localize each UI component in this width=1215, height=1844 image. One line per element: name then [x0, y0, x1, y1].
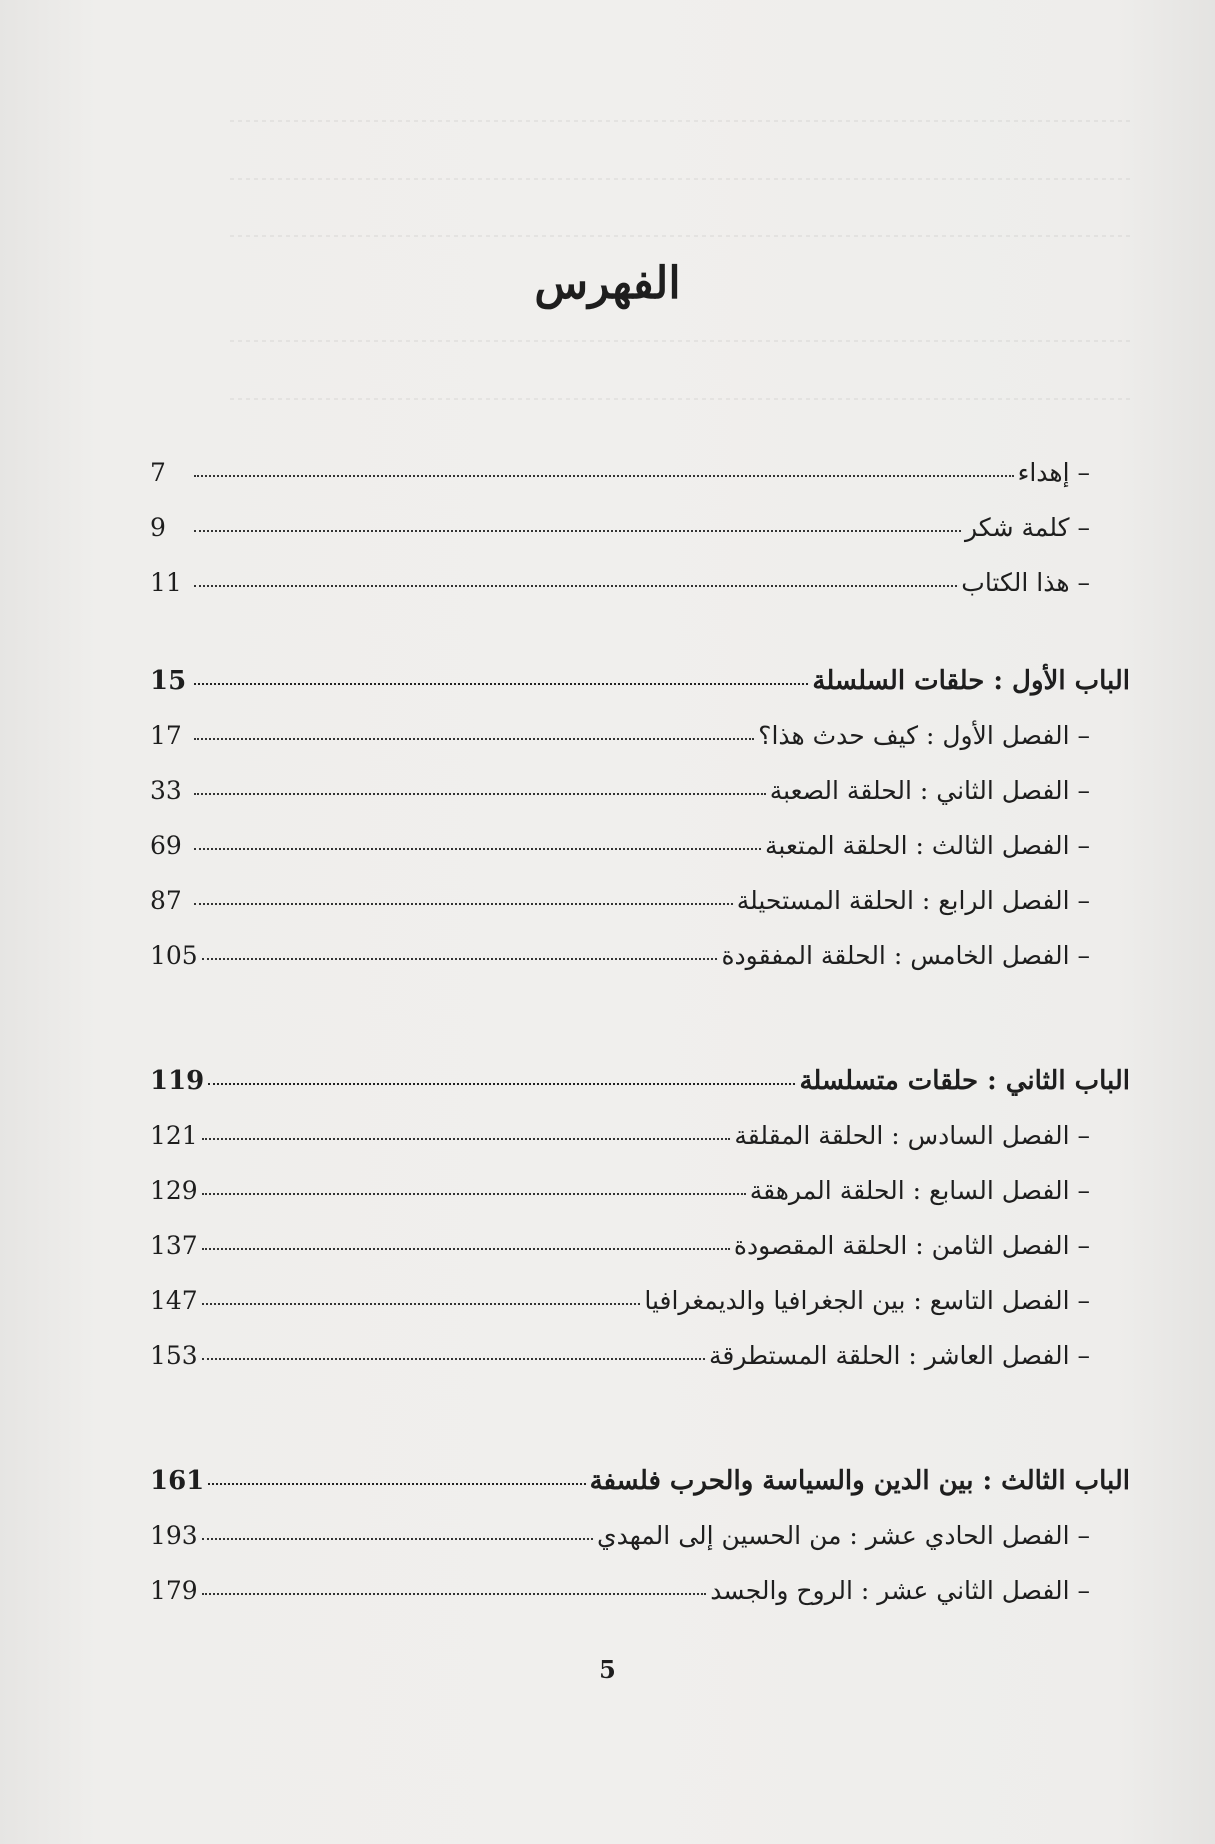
dot-leader	[194, 475, 1014, 477]
dot-leader	[208, 1083, 795, 1085]
dot-leader	[202, 1358, 705, 1360]
dot-leader	[194, 683, 808, 685]
toc-chapter-page: 69	[150, 831, 182, 860]
toc-chapter-label: – الفصل التاسع : بين الجغرافيا والديمغرافيا	[644, 1286, 1090, 1315]
toc-chapter-label: – الفصل الثاني عشر : الروح والجسد	[710, 1576, 1090, 1605]
show-through-line	[230, 340, 1130, 342]
toc-chapter-label: – الفصل السادس : الحلقة المقلقة	[734, 1121, 1090, 1150]
dot-leader	[202, 1303, 641, 1305]
dot-leader	[202, 958, 718, 960]
show-through-line	[230, 235, 1130, 237]
show-through-line	[230, 398, 1130, 400]
toc-chapter-label: – الفصل الخامس : الحلقة المفقودة	[721, 941, 1090, 970]
toc-chapter-page: 129	[150, 1176, 198, 1205]
dot-leader	[202, 1248, 730, 1250]
toc-chapter-1[interactable]	[150, 721, 1130, 776]
toc-chapter-5[interactable]	[150, 941, 1130, 996]
toc-part-3-heading[interactable]	[150, 1466, 1130, 1521]
toc-part-label: الباب الأول : حلقات السلسلة	[812, 666, 1130, 696]
toc-entry-acknowledgement[interactable]	[150, 513, 1130, 568]
toc-chapter-page: 179	[150, 1576, 198, 1605]
toc-chapter-page: 33	[150, 776, 182, 805]
toc-entry-page: 11	[150, 568, 182, 597]
dot-leader	[194, 903, 733, 905]
toc-chapter-2[interactable]	[150, 776, 1130, 831]
toc-chapter-page: 17	[150, 721, 182, 750]
toc-chapter-8[interactable]	[150, 1231, 1130, 1286]
toc-chapter-page: 121	[150, 1121, 198, 1150]
toc-entry-page: 7	[150, 458, 166, 487]
dot-leader	[194, 585, 957, 587]
dot-leader	[208, 1483, 585, 1485]
dot-leader	[194, 848, 761, 850]
toc-part-1-heading[interactable]	[150, 666, 1130, 721]
dot-leader	[202, 1593, 707, 1595]
toc-part-label: الباب الثاني : حلقات متسلسلة	[799, 1066, 1130, 1096]
toc-chapter-page: 193	[150, 1521, 198, 1550]
dot-leader	[194, 793, 766, 795]
page-title: الفهرس	[534, 258, 681, 309]
toc-chapter-label: – الفصل السابع : الحلقة المرهقة	[749, 1176, 1090, 1205]
toc-entry-label: – هذا الكتاب	[961, 568, 1090, 597]
toc-chapter-page: 147	[150, 1286, 198, 1315]
toc-chapter-label: – الفصل الأول : كيف حدث هذا؟	[758, 721, 1090, 750]
toc-entry-about-book[interactable]	[150, 568, 1130, 623]
toc-chapter-label: – الفصل الثاني : الحلقة الصعبة	[769, 776, 1090, 805]
toc-chapter-label: – الفصل الثامن : الحلقة المقصودة	[733, 1231, 1090, 1260]
toc-chapter-7[interactable]	[150, 1176, 1130, 1231]
toc-entry-page: 9	[150, 513, 166, 542]
toc-chapter-page: 105	[150, 941, 198, 970]
toc-chapter-label: – الفصل العاشر : الحلقة المستطرقة	[708, 1341, 1090, 1370]
table-of-contents	[150, 458, 1130, 1631]
toc-part-page: 161	[150, 1466, 205, 1496]
toc-chapter-6[interactable]	[150, 1121, 1130, 1176]
toc-entry-label: – إهداء	[1017, 458, 1090, 487]
toc-chapter-label: – الفصل الحادي عشر : من الحسين إلى المهدي	[597, 1521, 1090, 1550]
dot-leader	[194, 738, 754, 740]
toc-chapter-page: 153	[150, 1341, 198, 1370]
toc-chapter-label: – الفصل الرابع : الحلقة المستحيلة	[736, 886, 1090, 915]
dot-leader	[194, 530, 961, 532]
show-through-line	[230, 120, 1130, 122]
toc-chapter-12[interactable]	[150, 1576, 1130, 1631]
spacer	[150, 996, 1130, 1066]
toc-chapter-page: 137	[150, 1231, 198, 1260]
page-number: 5	[599, 1655, 616, 1684]
toc-chapter-11[interactable]	[150, 1521, 1130, 1576]
spacer	[150, 623, 1130, 666]
spacer	[150, 1396, 1130, 1466]
toc-chapter-4[interactable]	[150, 886, 1130, 941]
toc-entry-dedication[interactable]	[150, 458, 1130, 513]
toc-chapter-page: 87	[150, 886, 182, 915]
dot-leader	[202, 1138, 731, 1140]
toc-chapter-10[interactable]	[150, 1341, 1130, 1396]
toc-chapter-9[interactable]	[150, 1286, 1130, 1341]
toc-chapter-label: – الفصل الثالث : الحلقة المتعبة	[765, 831, 1090, 860]
dot-leader	[202, 1538, 593, 1540]
toc-part-label: الباب الثالث : بين الدين والسياسة والحرب فلسفة	[589, 1466, 1130, 1496]
toc-entry-label: – كلمة شكر	[965, 513, 1090, 542]
toc-chapter-3[interactable]	[150, 831, 1130, 886]
show-through-line	[230, 178, 1130, 180]
toc-part-page: 15	[150, 666, 187, 696]
dot-leader	[202, 1193, 746, 1195]
toc-part-2-heading[interactable]	[150, 1066, 1130, 1121]
toc-part-page: 119	[150, 1066, 205, 1096]
